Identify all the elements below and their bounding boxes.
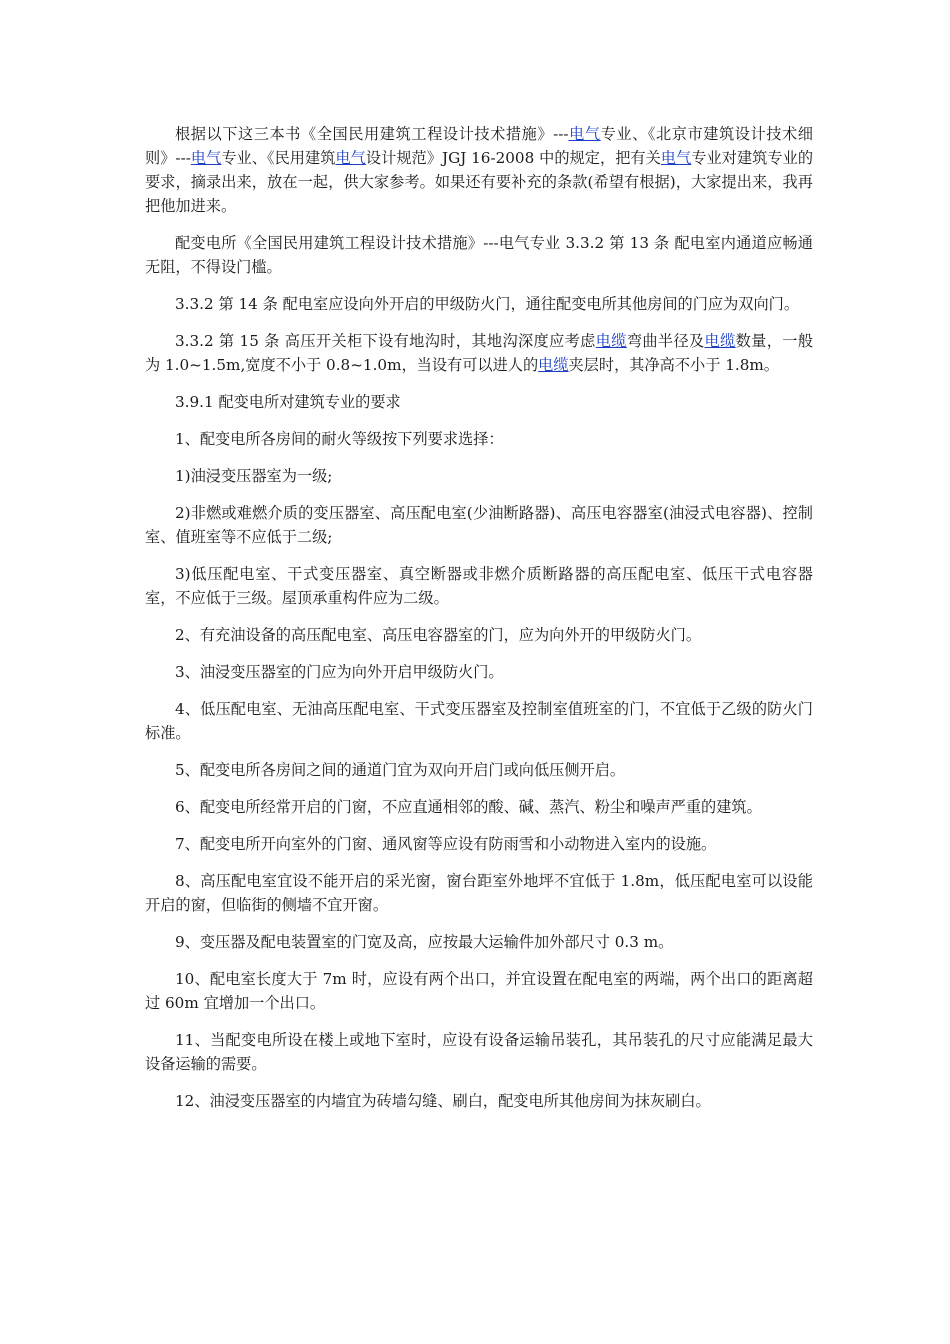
p15-text-1: 3.3.2 第 15 条 高压开关柜下设有地沟时，其地沟深度应考虑 bbox=[175, 332, 596, 350]
paragraph-substation-intro: 配变电所《全国民用建筑工程设计技术措施》---电气专业 3.3.2 第 13 条 配电室内通道应畅通无阻，不得设门槛。 bbox=[145, 234, 813, 276]
list-item: 9、变压器及配电装置室的门宽及高，应按最大运输件加外部尺寸 0.3 m。 bbox=[175, 933, 674, 951]
intro-paragraph bbox=[145, 122, 813, 218]
list-item: 1、配变电所各房间的耐火等级按下列要求选择： bbox=[175, 430, 504, 448]
list-item: 11、当配变电所设在楼上或地下室时，应设有设备运输吊装孔，其吊装孔的尺寸应能满足最大设备运输的需要。 bbox=[145, 1031, 813, 1073]
list-item: 8、高压配电室宜设不能开启的采光窗，窗台距室外地坪不宜低于 1.8m，低压配电室可以设能开启的窗，但临街的侧墙不宜开窗。 bbox=[145, 872, 813, 914]
list-item: 10、配电室长度大于 7m 时，应设有两个出口，并宜设置在配电室的两端，两个出口的距离超过 60m 宜增加一个出口。 bbox=[145, 970, 813, 1012]
link-electrical-1[interactable]: 电气 bbox=[568, 125, 601, 143]
list-item: 7、配变电所开向室外的门窗、通风窗等应设有防雨雪和小动物进入室内的设施。 bbox=[175, 835, 717, 853]
intro-text-2: 专业、《北京市建筑设计技术细则》--- bbox=[145, 125, 813, 167]
link-electrical-4[interactable]: 电气 bbox=[660, 149, 692, 167]
intro-text-4: 设计规范》JGJ 16-2008 中的规定，把有关 bbox=[365, 149, 661, 167]
link-cable-1[interactable]: 电缆 bbox=[595, 332, 627, 350]
list-item: 2、有充油设备的高压配电室、高压电容器室的门，应为向外开的甲级防火门。 bbox=[175, 626, 702, 644]
list-item: 6、配变电所经常开启的门窗，不应直通相邻的酸、碱、蒸汽、粉尘和噪声严重的建筑。 bbox=[175, 798, 762, 816]
list-item: 12、油浸变压器室的内墙宜为砖墙勾缝、刷白，配变电所其他房间为抹灰刷白。 bbox=[175, 1092, 711, 1110]
paragraph-3-9-1-heading: 3.9.1 配变电所对建筑专业的要求 bbox=[175, 393, 401, 411]
paragraph-3-3-2-15 bbox=[145, 329, 813, 377]
link-electrical-2[interactable]: 电气 bbox=[190, 149, 222, 167]
list-item: 2)非燃或难燃介质的变压器室、高压配电室(少油断路器)、高压电容器室(油浸式电容器)、控制室、值班室等不应低于二级; bbox=[145, 504, 813, 546]
link-cable-3[interactable]: 电缆 bbox=[538, 356, 569, 374]
list-item: 5、配变电所各房间之间的通道门宜为双向开启门或向低压侧开启。 bbox=[175, 761, 626, 779]
list-item: 1)油浸变压器室为一级; bbox=[175, 467, 333, 485]
intro-text-5: 专业对建筑专业的要求，摘录出来，放在一起，供大家参考。如果还有要补充的条款(希望有根据)，大家提出来，我再把他加进来。 bbox=[145, 149, 814, 215]
p15-text-2: 弯曲半径及 bbox=[626, 332, 705, 350]
document-body bbox=[145, 122, 813, 1126]
link-electrical-3[interactable]: 电气 bbox=[335, 149, 366, 167]
p15-text-3: 数量，一般为 1.0~1.5m,宽度不小于 0.8~1.0m，当设有可以进人的 bbox=[145, 332, 814, 374]
list-item: 3)低压配电室、干式变压器室、真空断器或非燃介质断路器的高压配电室、低压干式电容器室，不应低于三级。屋顶承重构件应为二级。 bbox=[145, 565, 813, 607]
paragraph-3-3-2-14: 3.3.2 第 14 条 配电室应设向外开启的甲级防火门，通往配变电所其他房间的门应为双向门。 bbox=[175, 295, 800, 313]
intro-text-1: 根据以下这三本书《全国民用建筑工程设计技术措施》--- bbox=[175, 125, 569, 143]
list-item: 4、低压配电室、无油高压配电室、干式变压器室及控制室值班室的门，不宜低于乙级的防火门标准。 bbox=[145, 700, 813, 742]
p15-text-4: 夹层时，其净高不小于 1.8m。 bbox=[568, 356, 779, 374]
link-cable-2[interactable]: 电缆 bbox=[704, 332, 736, 350]
list-item: 3、油浸变压器室的门应为向外开启甲级防火门。 bbox=[175, 663, 504, 681]
intro-text-3: 专业、《民用建筑 bbox=[221, 149, 336, 167]
